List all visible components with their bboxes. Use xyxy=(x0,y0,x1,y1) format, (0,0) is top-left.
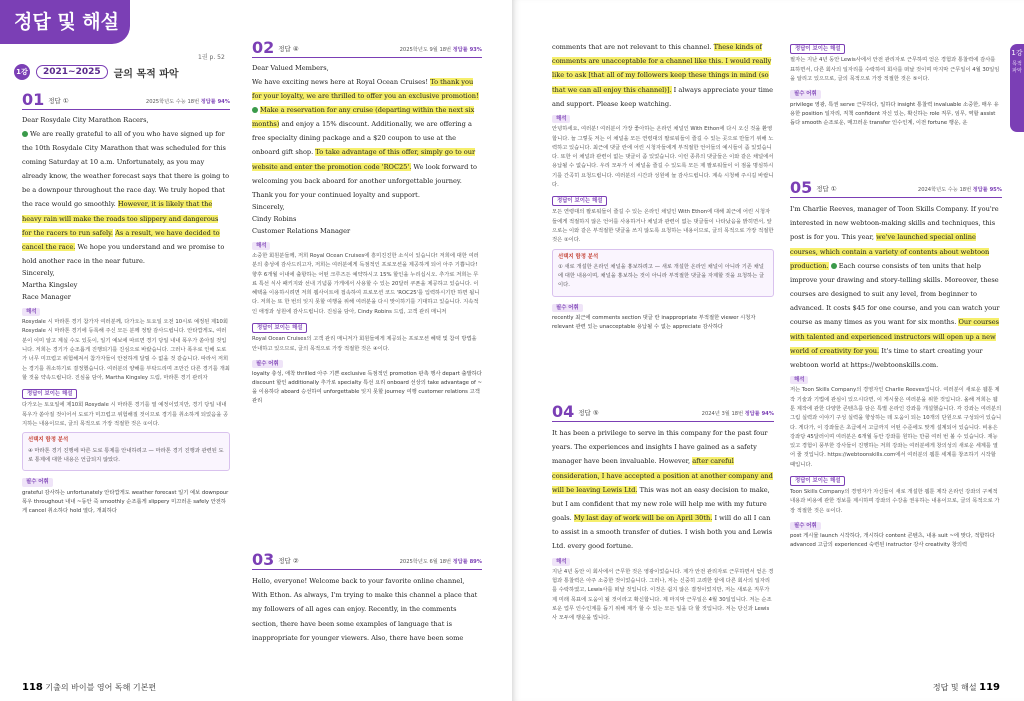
q04-section xyxy=(552,404,774,626)
q02-section xyxy=(252,40,482,408)
q05-point: Toon Skills Company의 경영자가 자신들이 새로 개설한 웹툰 제작 온라인 강좌의 구체적 내용과 비용에 관한 정보를 제시하며 강좌의 수강을 권유하는 내용이므로, 글의 목적으로 가장 적절한 것은 ①이다. xyxy=(790,489,1000,514)
q03-translation: 안녕하세요, 여러분! 여러분이 가장 좋아하는 온라인 채널인 With Ethon에 다시 오신 것을 환영합니다. 늘 그렇듯 저는 이 채널을 모든 연령대의 팔로워들이 즐길 수 있는 곳으로 만들기 위해 노력하고 있습니다. 최근에 댓글 란에 어린 시청자들에게 부적절한 언어들의 예시들이 좀 있었습니다. 또한 이 채널과 관련이 없는 댓글이 좀 있었습니다. 이런 종류의 댓글들은 이와 같은 채널에서 용납될 수 없습니다. 우리 모두가 이 채널을 즐길 수 있도록 모든 제 팔로워들이 이 점을 명심하시기를 간곡히 요청드립니다. 여러분의 시간과 성원에 늘 감사드립니다. 계속 시청해 주시길 바랍니다. xyxy=(552,126,774,188)
q01-vocab: grateful 감사하는 unfortunately 안타깝게도 weather forecast 일기 예보 downpour 폭우 throughout 내내 ~동안 죽 smoothly 순조롭게 slippery 미끄러운 safely 안전하게 cancel 취소하다 hold 열다, 개최하다 xyxy=(22,489,229,514)
q01-header xyxy=(22,92,230,110)
q01-answer: 정답 ① xyxy=(48,96,69,105)
q03-trap-title: 선택지 함정 분석 xyxy=(558,253,599,260)
q01-vocab-tag: 필수 어휘 xyxy=(22,478,53,486)
q01-number: 01 xyxy=(22,90,45,109)
q05-vocab: post 게시물 launch 시작하다, 개시하다 content 콘텐츠, 내용 suit ~에 맞다, 적합하다 advanced 고급의 experienced 숙련된 instructor 강사 creativity 창의력 xyxy=(790,533,995,549)
q04-point-tag: 정답이 보이는 해설 xyxy=(790,44,845,54)
q03-section xyxy=(252,552,482,645)
q02-sign-2: Cindy Robins xyxy=(252,214,297,223)
q02-translation-tag: 해석 xyxy=(252,242,270,250)
q01-translation-tag: 해석 xyxy=(22,308,40,316)
q03-translation-tag: 해석 xyxy=(552,115,570,123)
check-icon xyxy=(252,107,258,113)
chapter-title: 글의 목적 파악 xyxy=(113,68,179,80)
q03-source: 2025학년도 6월 18번 정답률 89% xyxy=(399,558,482,565)
q03-header xyxy=(252,552,482,570)
q01-point: 다가오는 토요일에 제10회 Rosydale 시 마라톤 경기를 열 예정이었지만, 경기 당일 내내 폭우가 쏟아질 것이어서 도로가 미끄럽고 위험해질 것이므로 경기를 취소하게 되었음을 공지하는 내용이므로, 글의 목적으로 가장 적절한 것은 ①이다. xyxy=(22,402,229,427)
right-page xyxy=(512,0,1024,701)
q03-vocab-tag: 필수 어휘 xyxy=(552,304,583,312)
q03-trap-box xyxy=(552,249,774,297)
chapter-years: 2021~2025 xyxy=(36,65,108,79)
q01-trap-title: 선택지 함정 분석 xyxy=(28,437,69,444)
page-reference: 1권 p. 52 xyxy=(198,54,225,61)
q02-greeting: Dear Valued Members, xyxy=(252,64,329,72)
q02-number: 02 xyxy=(252,38,275,57)
check-icon xyxy=(22,131,28,137)
q04-translation: 지난 4년 동안 이 회사에서 근무한 것은 영광이었습니다. 제가 안전 관리자로 근무하면서 얻은 경험과 통찰력은 아주 소중한 것이었습니다. 그러나, 저는 신중히 고려한 끝에 다른 회사의 일자리를 수락하였고, Lewis사를 떠날 것입니다. 이것은 쉽지 않은 결정이었지만, 저는 새로운 직무가 제 미래 목표에 도움이 될 것이라고 확신합니다. 제 마지막 근무일은 4월 30일입니다. 저는 순조로운 업무 인수인계를 돕기 위해 제가 할 수 있는 모든 일을 다 할 것입니다. 저는 당신과 Lewis사 모두에 행운을 빕니다. xyxy=(552,568,774,622)
q04-point-section xyxy=(790,40,1002,130)
q01-trap-text: ④ 마라톤 경기 진행에 따른 도로 통제를 안내하려고 — 마라톤 경기 진행과 관련된 도로 통제에 대한 내용은 언급되지 않았다. xyxy=(28,447,224,463)
q05-point-tag: 정답이 보이는 해설 xyxy=(790,476,845,486)
q05-translation-tag: 해석 xyxy=(790,376,808,384)
q04-vocab: privilege 영광, 특권 serve 근무하다, 일하다 insight 통찰력 invaluable 소중한, 매우 유용한 position 일자리, 직책 confident 자신 있는, 확신하는 role 직무, 임무, 역할 assist 돕다 smooth 순조로운, 매끄러운 transfer 인수인계, 이전 fortune 행운, 운 xyxy=(790,101,999,126)
q01-greeting: Dear Rosydale City Marathon Racers, xyxy=(22,116,149,124)
check-icon xyxy=(831,263,837,269)
q05-answer: 정답 ① xyxy=(816,184,837,193)
q03-continued xyxy=(552,40,774,334)
q03-vocab: recently 최근에 comments section 댓글 란 inappropriate 부적절한 viewer 시청자 relevant 관련 있는 unacceptable 용납될 수 없는 appreciate 감사하다 xyxy=(552,315,756,331)
q02-point-tag: 정답이 보이는 해설 xyxy=(252,323,307,333)
q01-section xyxy=(22,92,230,518)
q01-trap-box xyxy=(22,432,230,471)
q01-sign-3: Race Manager xyxy=(22,292,71,301)
q05-translation: 저는 Toon Skills Company의 경영자인 Charlie Reeves입니다. 여러분이 새로운 웹툰 제작 기술과 기법에 관심이 있으시다면, 이 게시물은 여러분을 위한 것입니다. 올해 저희는 웹툰 제작에 관한 다양한 콘텐츠를 담은 특별 온라인 강좌를 개설했습니다. 각 강좌는 여러분의 그림 실력과 이야기 구성 실력을 향상하는 데 도움이 되는 10개의 단원으로 구성되어 있습니다. 게다가, 이 강좌들은 초급에서 고급까지 어떤 수준에도 맞게 설계되어 있습니다. 비용은 강좌당 45달러이며 여러분은 6개월 동안 강좌를 원하는 만큼 여러 번 볼 수 있습니다. 재능 있고 경험이 풍부한 강사들이 진행하는 저희 강좌는 여러분에게 창의성의 새로운 세계를 열어 줄 것입니다. https://webtoonskills.com에서 여러분의 웹툰 세계를 창조하기 시작할 때입니다. xyxy=(790,387,1002,468)
q02-vocab-tag: 필수 어휘 xyxy=(252,360,283,368)
answers-header: 정답 및 해설 xyxy=(0,0,130,44)
q04-point: 필자는 지난 4년 동안 Lewis사에서 안전 관리자로 근무하며 얻은 경험과 통찰력에 감사를 표하면서, 다른 회사의 일자리를 수락하여 회사를 떠날 것이며 마지막 근무일이 4월 30일임을 알리고 있으므로, 글의 목적으로 가장 적절한 것은 ⑤이다. xyxy=(790,57,1000,82)
q02-sign-1: Sincerely, xyxy=(252,203,285,212)
q03-passage-start: Hello, everyone! Welcome back to your favorite online channel, With Ethon. As always, I'm trying to make this channel a place that my followers of all ages can enjoy. Recently, in the comments section, there have been some examples of language that is inappropriate for younger viewers. Also, there have been some xyxy=(252,577,478,642)
q05-section xyxy=(790,180,1002,552)
left-page-number: 118 xyxy=(22,682,43,693)
q02-passage: We have exciting news here at Royal Ocean Cruises! To thank you for your loyalty, we are thrilled to offer you an exclusive promotion! Make a reservation for any cruise (departing within the next six months) and enjoy a 15% discount. Additionally, we are offering a free specialty dining package and a $20 coupon to use at the onboard gift shop. To take advantage of this offer, simply go to our website and enter the promotion code 'ROC25'. We look forward to welcoming you back aboard for another unforgettable journey. Thank you for your continued loyalty and support. xyxy=(252,77,479,199)
q01-source: 2025학년도 수능 18번 정답률 94% xyxy=(145,98,230,105)
q03-point: 모든 연령대의 팔로워들이 즐길 수 있는 온라인 채널인 With Ethon에 대해 최근에 어린 시청자들에게 적절하지 않은 언어를 사용하거나 채널과 관련이 없는 댓글들이 나타났음을 밝히면서, 앞으로는 이와 같은 부적절한 댓글을 쓰지 않도록 요청하는 내용이므로, 글의 목적으로 가장 적절한 것은 ②이다. xyxy=(552,209,774,244)
q02-header xyxy=(252,40,482,58)
q01-sign-1: Sincerely, xyxy=(22,269,55,278)
q02-sign-3: Customer Relations Manager xyxy=(252,226,351,235)
q04-number: 04 xyxy=(552,402,575,421)
q05-source: 2024학년도 수능 18번 정답률 95% xyxy=(917,186,1002,193)
q04-translation-tag: 해석 xyxy=(552,558,570,566)
left-footer xyxy=(22,682,156,693)
q03-number: 03 xyxy=(252,550,275,569)
q03-passage-end: comments that are not relevant to this channel. These kinds of comments are unacceptable for a channel like this. I would really like to ask [that all of my followers keep these things in mind (so that we can all enjoy this channel)]. I always appreciate your time and support. Please keep watching. xyxy=(552,43,774,108)
q01-passage: We are really grateful to all of you who have signed up for the 10th Rosydale City Marathon that was scheduled for this coming Saturday at 10 a.m. Unfortunately, as you may already know, the weather forecast says that there is going to be a downpour throughout the race day. We truly hoped that the race would go smoothly. However, it is likely that the heavy rain will make the roads too slippery and dangerous for the racers to run safely. As a result, we have decided to cancel the race. We hope you understand and we promise to hold another race in the near future. xyxy=(22,129,230,266)
q02-point: Royal Ocean Cruises의 고객 관리 매니저가 회원들에게 제공되는 프로모션 혜택 및 참여 방법을 안내하고 있으므로, 글의 목적으로 가장 적절한 것은 ④이다. xyxy=(252,336,477,352)
q04-passage: It has been a privilege to serve in this company for the past four years. The experiences and insights I have gained as a safety manager have been invaluable. However, after careful consideration, I have accepted a position at another company and will be leaving Lewis Ltd. This was not an easy decision to make, but I am confident that my new role will help me with my future goals. My last day of work will be on April 30th. I will do all I can to assist in a smooth transfer of duties. I wish both you and Lewis Ltd. every good fortune. xyxy=(552,429,773,551)
q04-answer: 정답 ⑤ xyxy=(578,408,599,417)
right-footer xyxy=(933,682,1000,693)
right-page-number: 119 xyxy=(979,682,1000,693)
q05-header xyxy=(790,180,1002,198)
q05-passage: I'm Charlie Reeves, manager of Toon Skills Company. If you're interested in new webtoon-making skills and techniques, this post is for you. This year, we've launched special online courses, which contain a variety of contents about webtoon production. Each course consists of ten units that help improve your drawing and story-telling skills. Moreover, these courses are designed to suit any level, from beginner to advanced. It costs $45 for one course, and you can watch your course as many times as you want for six months. Our courses with talented and experienced instructors will open up a new world of creativity for you. It's time to start creating your webtoon world at https://webtoonskills.com. xyxy=(790,205,1000,369)
book-title: 기출의 바이블 영어 독해 기본편 xyxy=(45,683,157,692)
q01-sign-2: Martha Kingsley xyxy=(22,281,78,290)
chapter-side-tab: 1강 목적 파악 xyxy=(1010,44,1024,132)
right-footer-label: 정답 및 해설 xyxy=(932,683,977,692)
q02-translation: 소중한 회원분들께, 저희 Royal Ocean Cruises에 흥미진진한 소식이 있습니다! 저희에 대한 여러분의 충성에 감사드리고자, 저희는 여러분에게 독점적인 프로모션을 제공하게 되어 아주 기쁩니다! 향후 6개월 이내에 출항하는 어떤 크루즈든 예약하시고 15% 할인을 누리십시오. 추가로 저희는 무료 특선 식사 패키지와 선내 기념품 가게에서 사용할 수 있는 20달러 쿠폰을 제공하고 있습니다. 이 혜택을 이용하시려면 저희 웹사이트에 접속하여 프로모션 코드 'ROC25'를 입력하시기만 하면 됩니다. 저희는 또 한 번의 잊지 못할 여행을 위해 여러분을 다시 맞이하기를 기대하고 있습니다. 지속적인 애정과 성원에 감사드립니다. 진심을 담아, Cindy Robins 드림, 고객 관리 매니저 xyxy=(252,253,480,315)
q05-number: 05 xyxy=(790,178,813,197)
q04-header xyxy=(552,404,774,422)
q04-vocab-tag: 필수 어휘 xyxy=(790,90,821,98)
q03-point-tag: 정답이 보이는 해설 xyxy=(552,196,607,206)
q01-point-tag: 정답이 보이는 해설 xyxy=(22,389,77,399)
q05-vocab-tag: 필수 어휘 xyxy=(790,522,821,530)
q02-vocab: loyalty 충성, 애착 thrilled 아주 기쁜 exclusive 독점적인 promotion 판촉 행사 depart 출발하다 discount 할인 additionally 추가로 specialty 특선 요리 onboard 선상의 take advantage of ~을 이용하다 aboard 승선하여 unforgettable 잊지 못할 journey 여행 customer relations 고객 관리 xyxy=(252,371,482,405)
q03-answer: 정답 ② xyxy=(278,556,299,565)
q02-source: 2025학년도 9월 18번 정답률 93% xyxy=(399,46,482,53)
chapter-badge: 1강 xyxy=(14,64,30,80)
q03-trap-text: ① 새로 개설한 온라인 채널을 홍보하려고 — 새로 개설한 온라인 채널이 아니라 기존 채널에 대한 내용이며, 채널을 홍보하는 것이 아니라 부적절한 댓글을 자제할 것을 요청하는 글이다. xyxy=(558,263,765,289)
q04-source: 2024년 3월 18번 정답률 94% xyxy=(701,410,774,417)
q02-answer: 정답 ④ xyxy=(278,44,299,53)
chapter-heading xyxy=(14,64,179,80)
q01-translation: Rosydale 시 마라톤 경기 참가자 여러분께, 다가오는 토요일 오전 10시로 예정된 제10회 Rosydale 시 마라톤 경기에 등록해 주신 모든 분께 정말 감사드립니다. 안타깝게도, 여러분이 이미 알고 계실 수도 있듯이, 일기 예보에 따르면 경기 당일 내내 폭우가 쏟아질 것입니다. 저희는 경기가 순조롭게 진행되기를 진심으로 바랐습니다. 그러나 폭우로 인해 도로가 너무 미끄럽고 위험해져서 참가자들이 안전하게 달릴 수 없을 것 같습니다. 따라서 저희는 경기를 취소하기로 결정했습니다. 여러분의 양해를 부탁드리며 조만간 다른 경기를 개최할 것을 약속드립니다. 진심을 담아, Martha Kingsley 드림, 마라톤 경기 관리자 xyxy=(22,319,230,381)
